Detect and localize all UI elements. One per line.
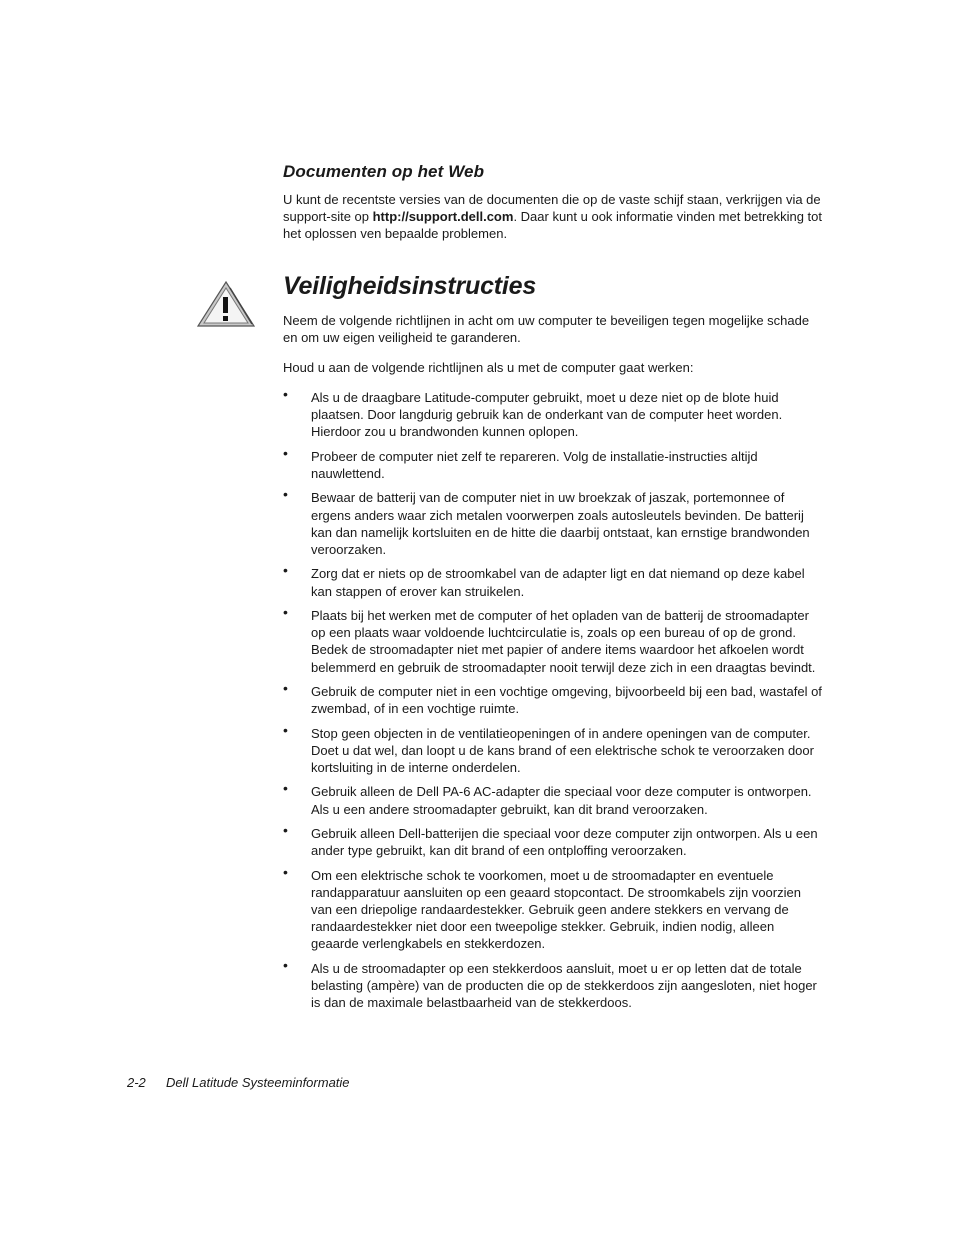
list-item bbox=[283, 780, 823, 817]
list-item-text: Plaats bij het werken met de computer of het opladen van de batterij de stroomadapter op een plaats waar voldoende luchtcirculatie is, zoals op een bureau of op de grond. Bedek de stroomadapter niet met papier of andere items waardoor het afkoelen wordt belemmerd en gebruik de stroomadapter nooit terwijl deze zich in een draagtas bevindt. bbox=[311, 607, 816, 675]
list-item bbox=[283, 386, 823, 441]
list-item-text: Stop geen objecten in de ventilatieopeningen of in andere openingen van de computer. Doet u dat wel, dan loopt u de kans brand of een elektrische schok te veroorzaken door kortsluiting in de interne onderdelen. bbox=[311, 725, 814, 775]
list-item-text: Gebruik de computer niet in een vochtige omgeving, bijvoorbeeld bij een bad, wastafel of zwembad, of in een vochtige ruimte. bbox=[311, 683, 822, 717]
list-item bbox=[283, 486, 823, 558]
bullet-icon: • bbox=[283, 562, 288, 579]
intro-paragraph bbox=[283, 191, 823, 243]
page-number: 2-2 bbox=[127, 1075, 146, 1090]
safety-intro-paragraph: Neem de volgende richtlijnen in acht om uw computer te beveiligen tegen mogelijke schade en om uw eigen veiligheid te garanderen. bbox=[283, 313, 810, 346]
list-item-text: Probeer de computer niet zelf te repareren. Volg de installatie-instructies altijd nauwlettend. bbox=[311, 448, 758, 481]
section-heading-web: Documenten op het Web bbox=[283, 162, 485, 181]
list-item-text: Om een elektrische schok te voorkomen, moet u de stroomadapter en eventuele randapparatuur aansluiten op een geaard stopcontact. De stroomkabels zijn voorzien van een driepolige randaardestekker. Gebruik geen andere stekkers en vervang de randaardestekker niet door een tweepolige stekker. Gebruik, indien nodig, alleen geaarde verlengkabels en stekkerdozen. bbox=[311, 867, 801, 952]
safety-guidelines-lead: Houd u aan de volgende richtlijnen als u met de computer gaat werken: bbox=[283, 360, 694, 375]
list-item-text: Zorg dat er niets op de stroomkabel van de adapter ligt en dat niemand op deze kabel kan stappen of erover kan struikelen. bbox=[311, 566, 805, 599]
list-item-text: Bewaar de batterij van de computer niet in uw broekzak of jaszak, portemonnee of ergens anders waar zich metalen voorwerpen zoals autosleutels bevinden. De batterij kan dan namelijk kortsluiten en de hitte die daarbij ontstaat, kan ernstige brandwonden veroorzaken. bbox=[311, 490, 810, 557]
bullet-icon: • bbox=[283, 956, 288, 973]
list-item-text: Gebruik alleen de Dell PA-6 AC-adapter die speciaal voor deze computer is ontworpen. Als u een andere stroomadapter gebruikt, kan dit brand veroorzaken. bbox=[311, 784, 812, 817]
list-item bbox=[283, 562, 823, 599]
bullet-icon: • bbox=[283, 780, 288, 797]
bullet-icon: • bbox=[283, 721, 288, 738]
bullet-icon: • bbox=[283, 386, 288, 402]
intro-text-before: U kunt de recentste versies van de documenten die op de vaste schijf staan, verkrijgen via de support-site op bbox=[283, 192, 821, 225]
list-item-text: Als u de draagbare Latitude-computer gebruikt, moet u deze niet op de blote huid plaatsen. Door langdurig gebruik kan de onderkant van de computer heet worden. Hierdoor zou u brandwonden kunnen oplopen. bbox=[311, 390, 783, 440]
section-heading-safety: Veiligheidsinstructies bbox=[283, 272, 537, 300]
safety-instructions-list bbox=[283, 386, 823, 1019]
bullet-icon: • bbox=[283, 821, 288, 838]
bullet-icon: • bbox=[283, 444, 288, 461]
list-item bbox=[283, 603, 823, 676]
footer-title: Dell Latitude Systeeminformatie bbox=[166, 1075, 350, 1090]
support-link[interactable]: http://support.dell.com bbox=[372, 209, 514, 225]
list-item bbox=[283, 863, 823, 953]
intro-text-after: . Daar kunt u ook informatie vinden met betrekking tot het oplossen ven bepaalde problemen. bbox=[283, 209, 822, 242]
list-item bbox=[283, 956, 823, 1012]
list-item bbox=[283, 679, 823, 717]
bullet-icon: • bbox=[283, 679, 288, 696]
list-item bbox=[283, 821, 823, 859]
bullet-icon: • bbox=[283, 603, 288, 620]
warning-triangle-icon bbox=[196, 280, 256, 328]
list-item bbox=[283, 444, 823, 482]
list-item-text: Gebruik alleen Dell-batterijen die speciaal voor deze computer zijn ontworpen. Als u een ander type gebruikt, kan dit brand of een ontploffing veroorzaken. bbox=[311, 825, 818, 859]
list-item-text: Als u de stroomadapter op een stekkerdoos aansluit, moet u er op letten dat de totale belasting (ampère) van de producten die op de stekkerdoos zijn aangesloten, niet hoger is dan de maximale belastbaarheid van de stekkerdoos. bbox=[311, 960, 817, 1011]
list-item bbox=[283, 721, 823, 777]
bullet-icon: • bbox=[283, 863, 288, 880]
bullet-icon: • bbox=[283, 486, 288, 503]
